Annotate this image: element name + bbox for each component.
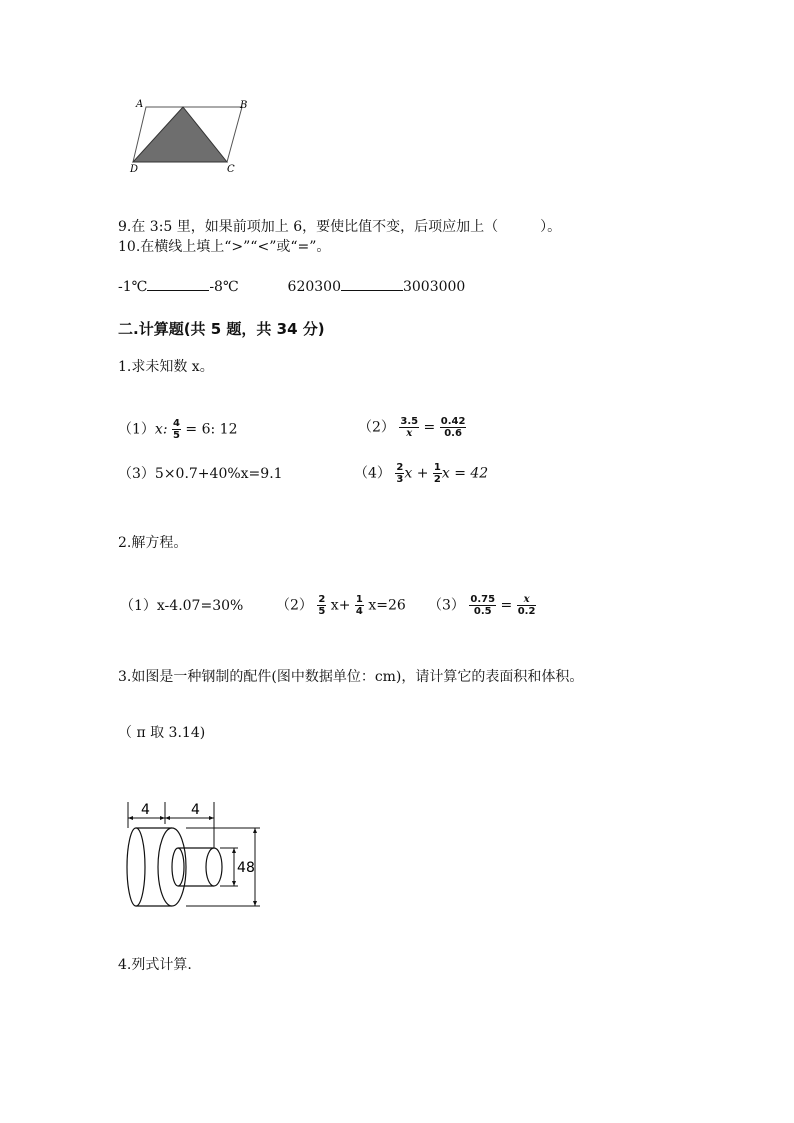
question-10: 10.在横线上填上“>”“<”或“=”。	[118, 239, 331, 255]
equation-2: （2） $\frac{2}{5}$ x+ $\frac{1}{4}$ x=26	[276, 594, 406, 617]
pi-note: （ π 取 3.14)	[118, 725, 206, 741]
compare-left-b: 620300	[287, 279, 341, 295]
question-9: 9.在 3:5 里，如果前项加上 6，要使比值不变，后项应加上（ ）。	[118, 219, 562, 235]
dim-top-right: 4	[191, 802, 200, 818]
problem-1-part-2: （2） $\frac{3.5}{x}$ = $\frac{0.42}{0.6}$	[358, 416, 466, 439]
parallelogram-figure	[126, 96, 256, 176]
section-title: 二.计算题(共 5 题，共 34 分)	[118, 320, 325, 338]
shaded-triangle	[133, 107, 227, 162]
problem-1-part-3: （3）5×0.7+40%x=9.1	[118, 466, 283, 482]
label-a: A	[136, 99, 144, 110]
steel-part-figure	[120, 796, 270, 914]
label-d: D	[130, 164, 139, 175]
dim-top-left: 4	[141, 802, 150, 818]
label-b: B	[240, 100, 248, 111]
problem-1-title: 1.求未知数 x。	[118, 359, 214, 375]
problem-4-title: 4.列式计算.	[118, 957, 192, 973]
dim-outer: 8	[246, 860, 255, 876]
dim-inner: 4	[237, 860, 246, 876]
problem-1-part-4: （4） $\frac{2}{3}$ x + $\frac{1}{2}$ x = 42	[354, 462, 489, 485]
problem-2-title: 2.解方程。	[118, 535, 188, 551]
compare-row	[118, 278, 465, 296]
problem-3-title: 3.如图是一种钢制的配件(图中数据单位：cm)，请计算它的表面积和体积。	[118, 669, 584, 685]
equation-1: （1）x-4.07=30%	[120, 598, 244, 614]
problem-1-part-1: （1）x: $\frac{4}{5}$ = 6: 12	[118, 418, 238, 441]
equation-3: （3） $\frac{0.75}{0.5}$ = $\frac{x}{0.2}$	[428, 594, 536, 617]
compare-left-a: -1℃	[118, 279, 148, 295]
compare-right-a: -8℃	[209, 279, 239, 295]
answer-blank-b[interactable]	[341, 278, 403, 291]
compare-right-b: 3003000	[402, 279, 466, 295]
label-c: C	[227, 164, 235, 175]
answer-blank-a[interactable]	[147, 278, 209, 291]
